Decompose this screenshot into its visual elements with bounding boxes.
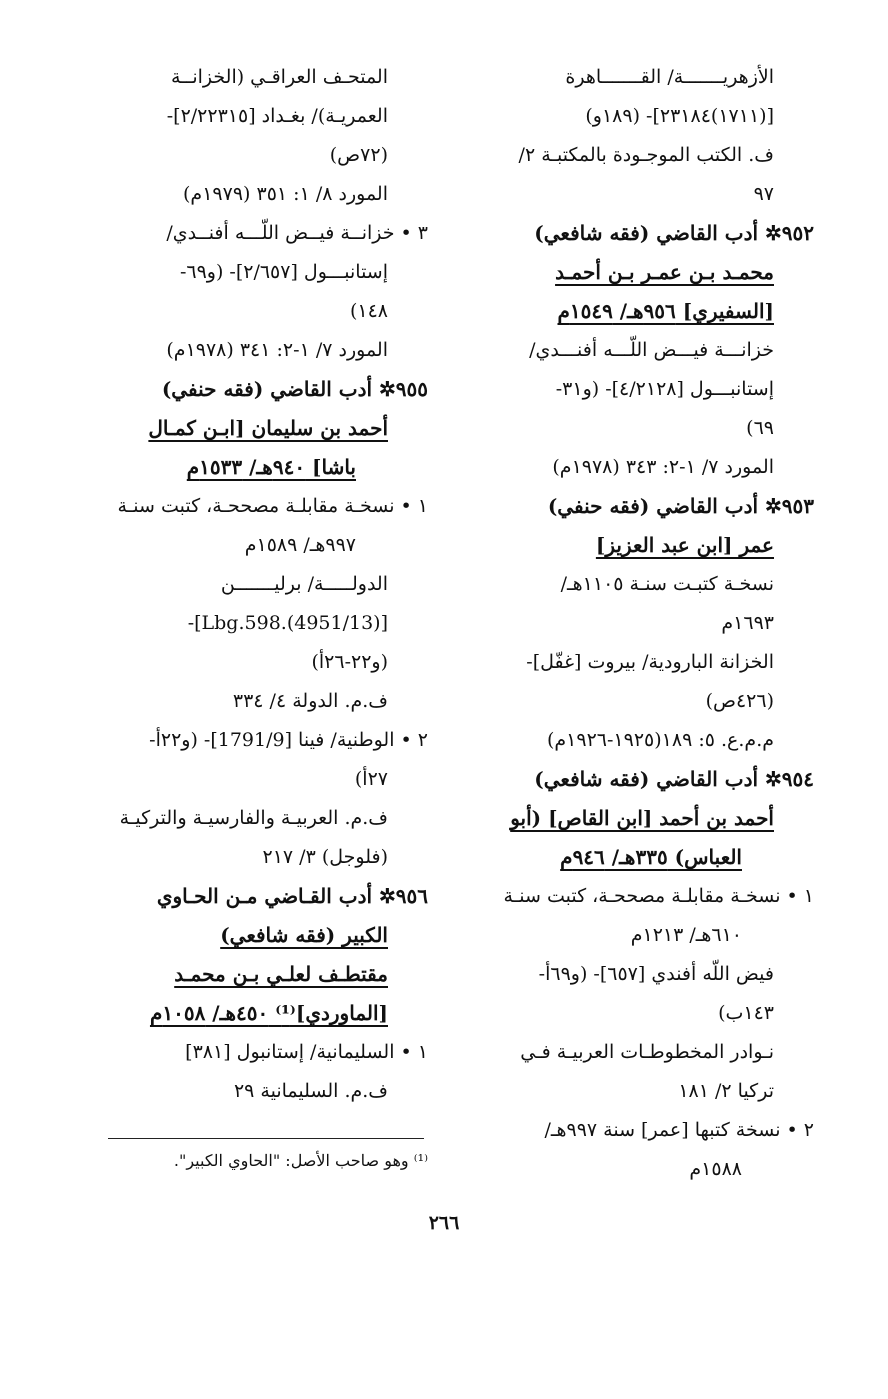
entry-text-line: [(4951/13).Lbg.598]- xyxy=(187,612,388,634)
entry-text-line: ١ • السليمانية/ إستانبول [٣٨١] xyxy=(185,1041,428,1063)
entry-text-line: ٣ • خزانــة فيــض اللّـــه أفنــدي/ xyxy=(166,222,428,244)
entry-heading: ٩٥٦✲ أدب القـاضي مـن الحـاوي xyxy=(156,884,428,908)
entry-text-line: ١٤٨) xyxy=(349,300,388,322)
entry-text-line: الدولـــــة/ برليـــــــن xyxy=(220,573,388,595)
entry-text-line: ٦١٠هـ/ ١٢١٣م xyxy=(630,924,742,946)
entry-text-line: نسخـة كتبـت سنـة ١١٠٥هـ/ xyxy=(560,573,774,595)
entry-text-line: ٩٧ xyxy=(753,183,774,205)
entry-text-line: المورد ٨/ ١: ٣٥١ (١٩٧٩م) xyxy=(183,183,388,205)
entry-heading: ٩٥٤✲ أدب القاضي (فقه شافعي) xyxy=(534,767,814,791)
entry-text-line: (و٢٢-٢٦أ) xyxy=(311,651,388,673)
entry-text-line: تركيا ٢/ ١٨١ xyxy=(678,1080,774,1102)
right-column xyxy=(462,58,814,1189)
entry-text-line: العمريـة)/ بغـداد [٢/٢٢٣١٥]- xyxy=(166,105,388,127)
entry-text-line: ف.م. العربيـة والفارسيـة والتركيـة xyxy=(119,807,388,829)
entry-text-line: ٩٩٧هـ/ ١٥٨٩م xyxy=(244,534,356,556)
entry-text-line: ١٦٩٣م xyxy=(721,612,774,634)
entry-text-line: ٦٩) xyxy=(746,417,774,439)
entry-heading: ٩٥٢✲ أدب القاضي (فقه شافعي) xyxy=(534,221,814,245)
entry-author-line: [الماوردي]⁽¹⁾ ٤٥٠هـ/ ١٠٥٨م xyxy=(149,1001,388,1025)
entry-author-line: عمر [ابن عبد العزيز] xyxy=(595,533,774,557)
entry-text-line: ف.م. الدولة ٤/ ٣٣٤ xyxy=(232,690,388,712)
entry-text-line: الخزانة البارودية/ بيروت [غفّل]- xyxy=(526,651,774,673)
entry-text-line: الأزهريـــــــة/ القـــــــاهرة xyxy=(565,66,774,88)
entry-author-line: الكبير (فقه شافعي) xyxy=(220,923,388,947)
entry-text-line: (٤٢٦ص) xyxy=(705,690,774,712)
entry-text-line: (فلوجل) ٣/ ٢١٧ xyxy=(262,846,388,868)
entry-text-line: نـوادر المخطوطـات العربيـة فـي xyxy=(520,1041,774,1063)
entry-text-line: ٢ • الوطنية/ فينا [1791/9]- (و٢٢أ- xyxy=(149,729,428,751)
entry-text-line: ٢٧أ) xyxy=(354,768,388,790)
entry-text-line: ٢ • نسخة كتبها [عمر] سنة ٩٩٧هـ/ xyxy=(544,1119,814,1141)
entry-text-line: ١٥٨٨م xyxy=(689,1158,742,1180)
entry-heading: ٩٥٣✲ أدب القاضي (فقه حنفي) xyxy=(547,494,814,518)
entry-text-line: إستانبـــول [٢/٦٥٧]- (و٦٩- xyxy=(179,261,388,283)
entry-text-line: إستانبـــول [٤/٢١٢٨]- (و٣١- xyxy=(555,378,774,400)
entry-text-line: ١٤٣ب) xyxy=(718,1002,774,1024)
entry-heading: ٩٥٥✲ أدب القاضي (فقه حنفي) xyxy=(161,377,428,401)
footnote-divider xyxy=(108,1138,424,1139)
entry-text-line: (٧٢ص) xyxy=(329,144,388,166)
entry-text-line: فيض اللّه أفندي [٦٥٧]- (و٦٩أ- xyxy=(538,963,774,985)
entry-author-line: أحمد بن أحمد [ابن القاص] (أبو xyxy=(510,806,774,830)
entry-author-line: [السفيري] ٩٥٦هـ/ ١٥٤٩م xyxy=(557,299,774,323)
entry-author-line: العباس) ٣٣٥هـ/ ٩٤٦م xyxy=(560,845,742,869)
entry-text-line: المتحـف العراقـي (الخزانــة xyxy=(171,66,388,88)
entry-text-line: المورد ٧/ ١-٢: ٣٤١ (١٩٧٨م) xyxy=(166,339,388,361)
footnote: ⁽¹⁾ وهو صاحب الأصل: "الحاوي الكبير". xyxy=(173,1151,428,1170)
page-number: ٢٦٦ xyxy=(428,1212,460,1234)
entry-text-line: م.م.ع. ٥: ١٨٩(١٩٢٥-١٩٢٦م) xyxy=(546,729,774,751)
entry-text-line: [(١٧١١)٢٣١٨٤]- (١٨٩و) xyxy=(585,105,774,127)
entry-author-line: محمـد بـن عمـر بـن أحمـد xyxy=(555,260,774,284)
entry-author-line: أحمد بن سليمان [ابـن كمـال xyxy=(148,416,388,440)
entry-author-line: مقتطـف لعلـي بـن محمـد xyxy=(174,962,388,986)
entry-text-line: المورد ٧/ ١-٢: ٣٤٣ (١٩٧٨م) xyxy=(552,456,774,478)
entry-author-line: باشا] ٩٤٠هـ/ ١٥٣٣م xyxy=(186,455,356,479)
entry-text-line: خزانـــة فيـــض اللّـــه أفنـــدي/ xyxy=(529,339,774,361)
entry-text-line: ف. الكتب الموجـودة بالمكتبـة ٢/ xyxy=(518,144,774,166)
left-column xyxy=(96,58,428,1111)
entry-text-line: ف.م. السليمانية ٢٩ xyxy=(233,1080,388,1102)
entry-text-line: ١ • نسخـة مقابلـة مصححـة، كتبت سنـة xyxy=(117,495,428,517)
entry-text-line: ١ • نسخـة مقابلـة مصححـة، كتبت سنـة xyxy=(503,885,814,907)
